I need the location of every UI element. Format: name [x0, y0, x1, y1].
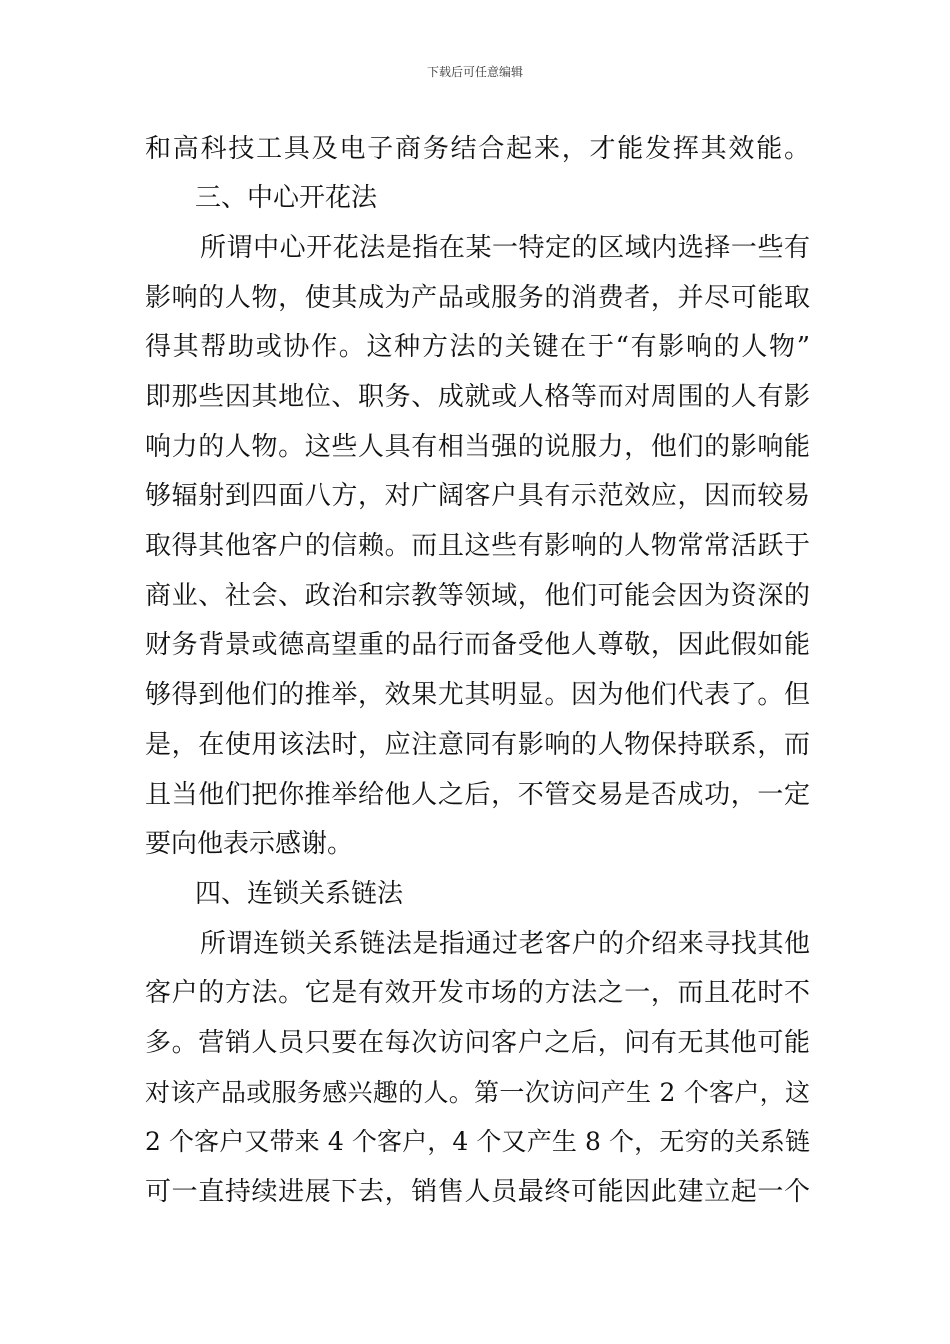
paragraph-line: 2 个客户又带来 4 个客户，4 个又产生 8 个，无穷的关系链 [145, 1127, 810, 1156]
paragraph-line: 多。营销人员只要在每次访问客户之后，问有无其他可能 [145, 1028, 810, 1058]
paragraph-line: 所谓中心开花法是指在某一特定的区域内选择一些有 [200, 233, 810, 263]
paragraph-line: 可一直持续进展下去，销售人员最终可能因此建立起一个 [145, 1177, 810, 1207]
paragraph-line: 够辐射到四面八方，对广阔客户具有示范效应，因而较易 [145, 481, 810, 511]
paragraph-line: 取得其他客户的信赖。而且这些有影响的人物常常活跃于 [145, 531, 810, 561]
paragraph-line: 要向他表示感谢。 [145, 829, 354, 859]
paragraph-line: 财务背景或德高望重的品行而备受他人尊敬，因此假如能 [145, 630, 810, 660]
paragraph-line: 影响的人物，使其成为产品或服务的消费者，并尽可能取 [145, 283, 810, 313]
paragraph-line: 得其帮助或协作。这种方法的关键在于“有影响的人物” [145, 332, 810, 362]
paragraph-line: 即那些因其地位、职务、成就或人格等而对周围的人有影 [145, 382, 810, 412]
paragraph-line: 够得到他们的推举，效果尤其明显。因为他们代表了。但 [145, 680, 810, 710]
paragraph-line: 所谓连锁关系链法是指通过老客户的介绍来寻找其他 [200, 929, 810, 959]
paragraph-line: 客户的方法。它是有效开发市场的方法之一，而且花时不 [145, 978, 810, 1008]
section-heading: 四、连锁关系链法 [195, 879, 404, 909]
paragraph-line: 商业、社会、政治和宗教等领域，他们可能会因为资深的 [145, 581, 810, 611]
page-header: 下载后可任意编辑 [426, 65, 523, 79]
paragraph-line: 是，在使用该法时，应注意同有影响的人物保持联系，而 [145, 730, 810, 760]
paragraph-line: 且当他们把你推举给他人之后，不管交易是否成功，一定 [145, 780, 810, 810]
paragraph-line: 响力的人物。这些人具有相当强的说服力，他们的影响能 [145, 432, 810, 462]
section-heading: 三、中心开花法 [195, 183, 378, 213]
paragraph-line: 和高科技工具及电子商务结合起来，才能发挥其效能。 [145, 134, 810, 164]
paragraph-line: 对该产品或服务感兴趣的人。第一次访问产生 2 个客户，这 [145, 1078, 810, 1107]
